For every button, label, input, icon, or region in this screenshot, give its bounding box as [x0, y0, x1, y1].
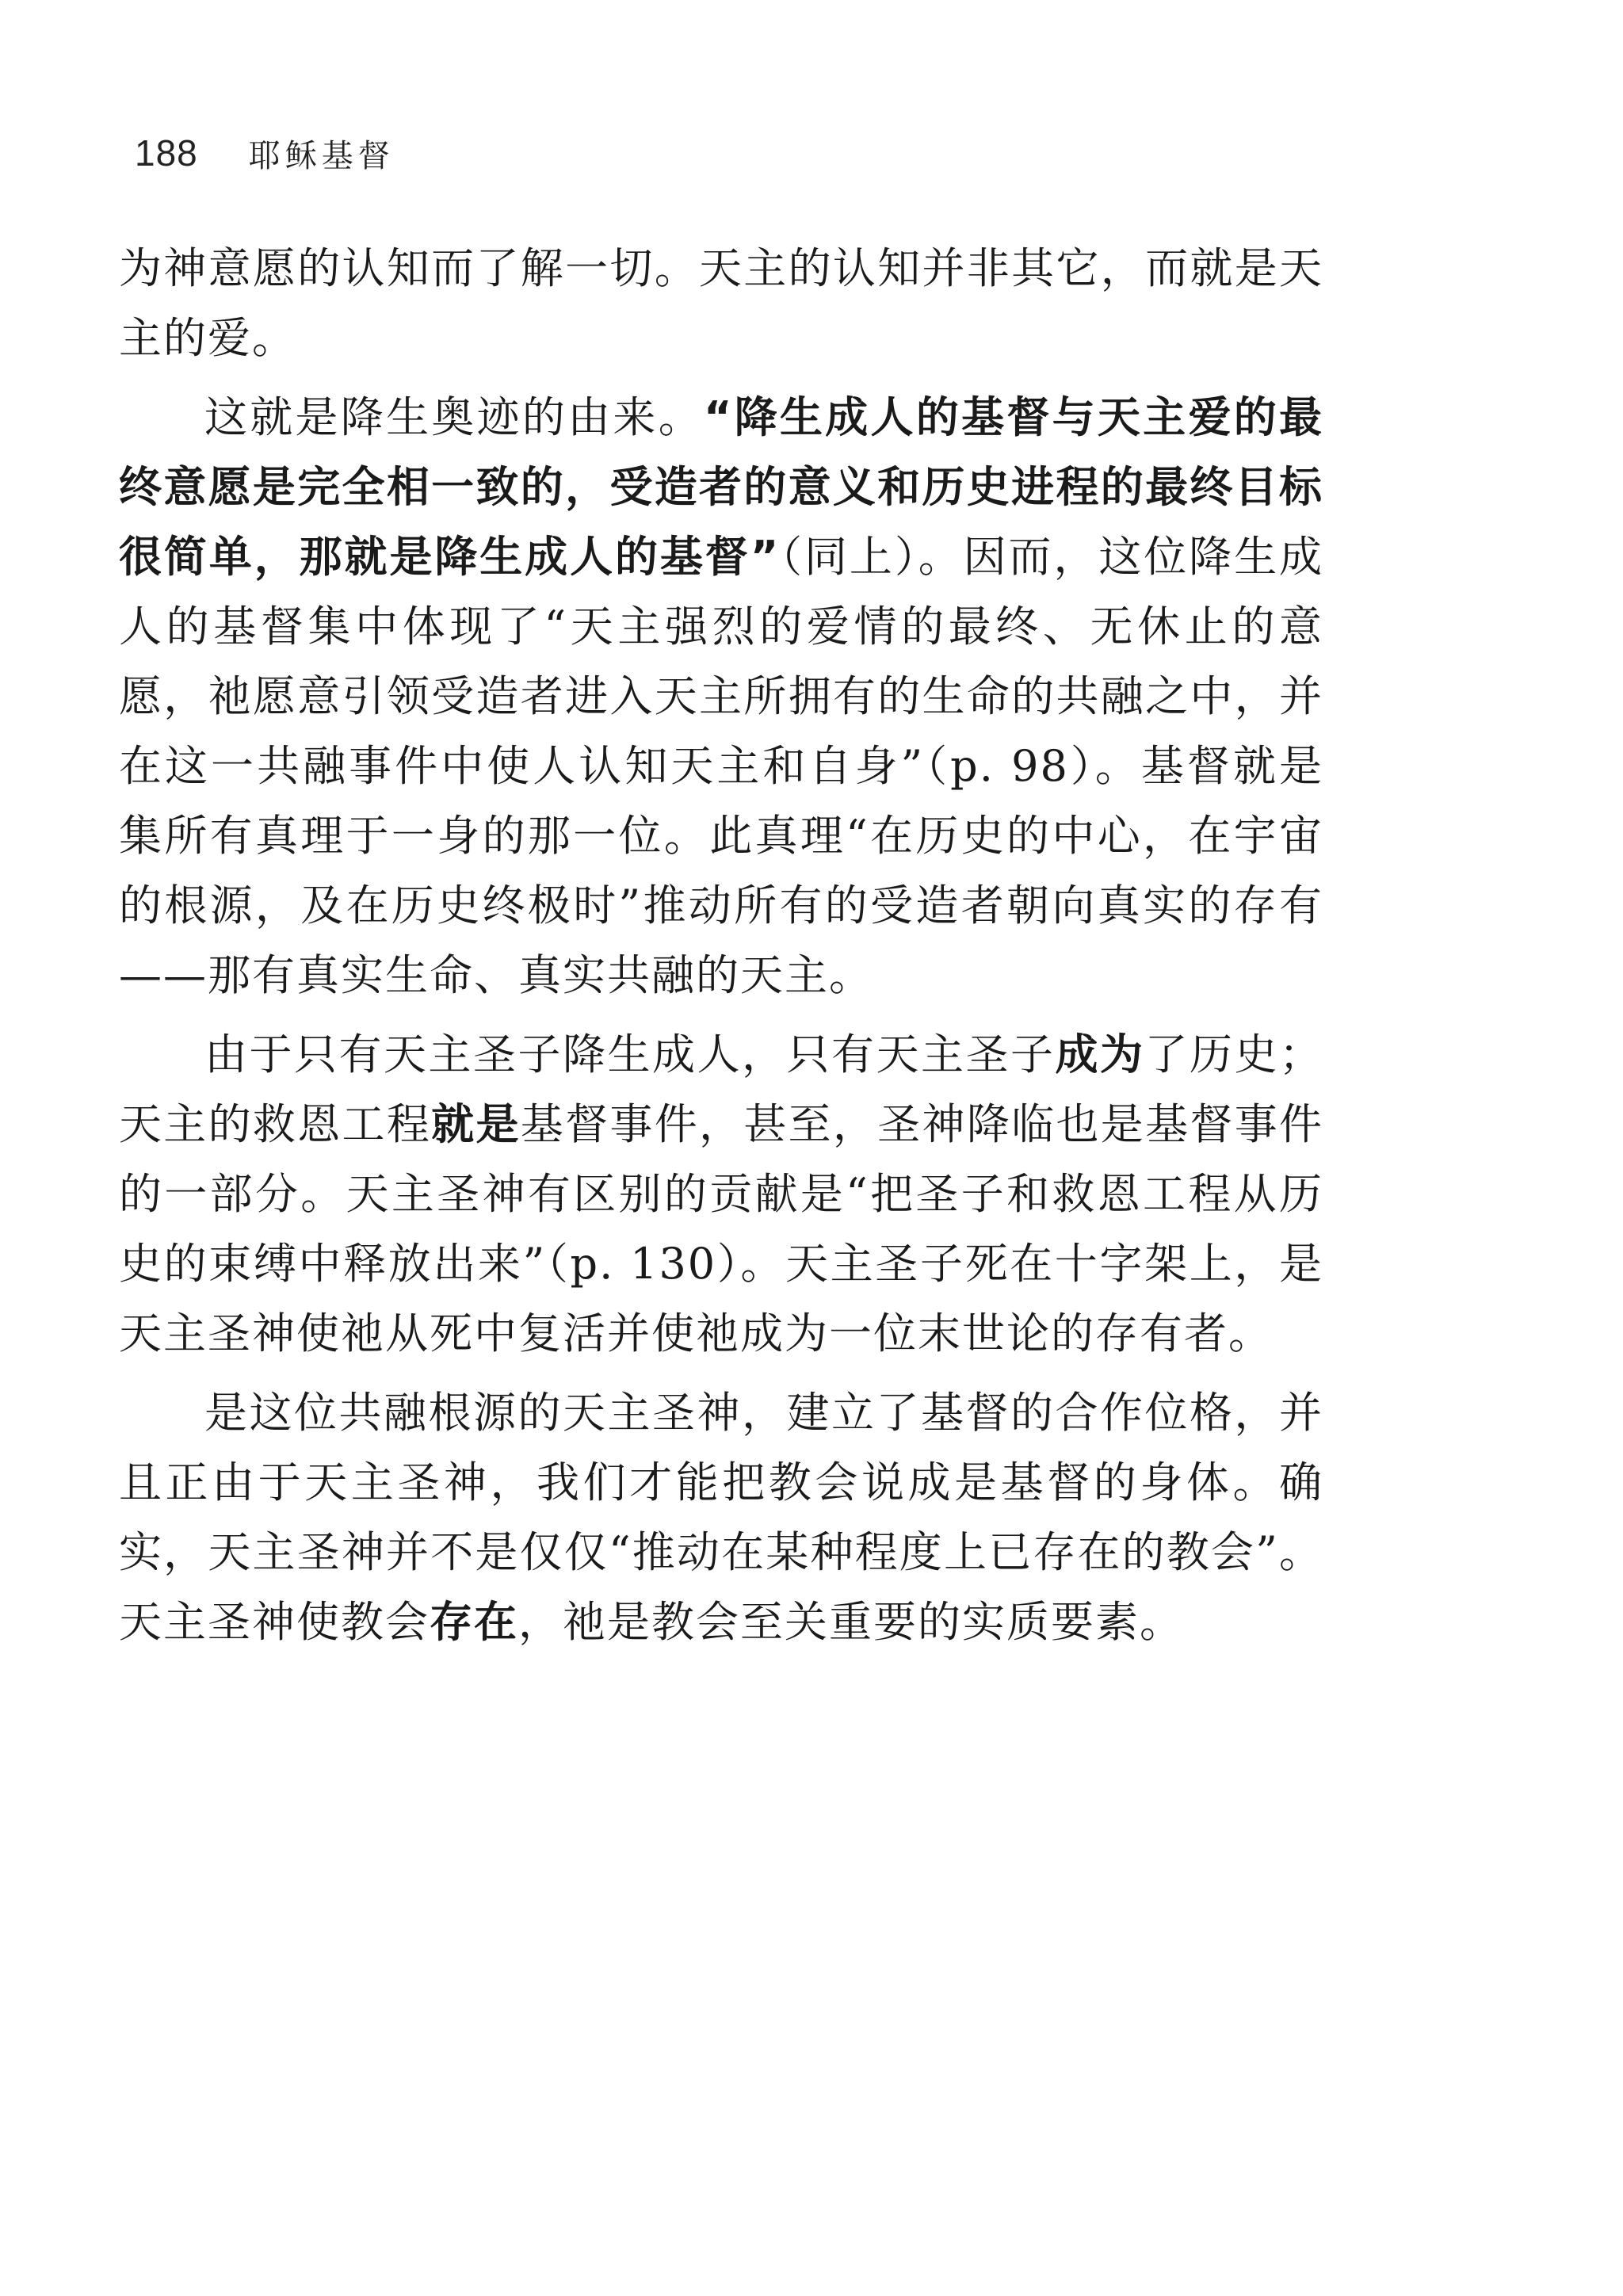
bold-emphasis: 就是 [431, 1099, 521, 1149]
running-title: 耶稣基督 [248, 137, 395, 174]
paragraph-1-continuation [119, 234, 1323, 373]
text-segment: 由于只有天主圣子降生成人，只有天主圣子 [204, 1030, 1056, 1079]
bold-quotation: “降生成人的基督与天主爱的最终意愿是完全相一致的，受造者的意义和历史进程的最终目标很简单，那就是降生成人的基督” [119, 392, 1323, 582]
paragraph-holy-spirit [119, 1378, 1323, 1657]
bold-emphasis: 存在 [430, 1597, 518, 1647]
body-text [119, 234, 1323, 1667]
paragraph-incarnation [119, 383, 1323, 1010]
text-segment: 为神意愿的认知而了解一切。天主的认知并非其它，而就是天主的爱。 [119, 243, 1323, 363]
bold-emphasis: 成为 [1055, 1030, 1145, 1079]
text-segment: 了历史；天主的救恩工程 [119, 1030, 1323, 1149]
page-number: 188 [135, 132, 198, 174]
paragraph-son-incarnate [119, 1020, 1323, 1369]
text-segment: 是这位共融根源的天主圣神，建立了基督的合作位格，并且正由于天主圣神，我们才能把教会说成是基督的身体。确实，天主圣神并不是仅仅“推动在某种程度上已存在的教会”。天主圣神使教会 [119, 1388, 1323, 1647]
running-head [135, 125, 395, 181]
text-segment: （同上）。因而，这位降生成人的基督集中体现了“天主强烈的爱情的最终、无休止的意愿，祂愿意引领受造者进入天主所拥有的生命的共融之中，并在这一共融事件中使人认知天主和自身”（p. 98）。基督就是集所有真理于一身的那一位。此真理“在历史的中心，在宇宙的根源，及在历史终极时”推动所有的受造者朝向真实的存有——那有真实生命、真实共融的天主。 [119, 532, 1323, 1000]
text-segment: 这就是降生奥迹的由来。 [204, 392, 704, 442]
text-segment: ，祂是教会至关重要的实质要素。 [518, 1597, 1184, 1647]
text-segment: 基督事件，甚至，圣神降临也是基督事件的一部分。天主圣神有区别的贡献是“把圣子和救恩工程从历史的束缚中释放出来”（p. 130）。天主圣子死在十字架上，是天主圣神使祂从死中复活并使祂成为一位末世论的存有者。 [119, 1099, 1324, 1358]
